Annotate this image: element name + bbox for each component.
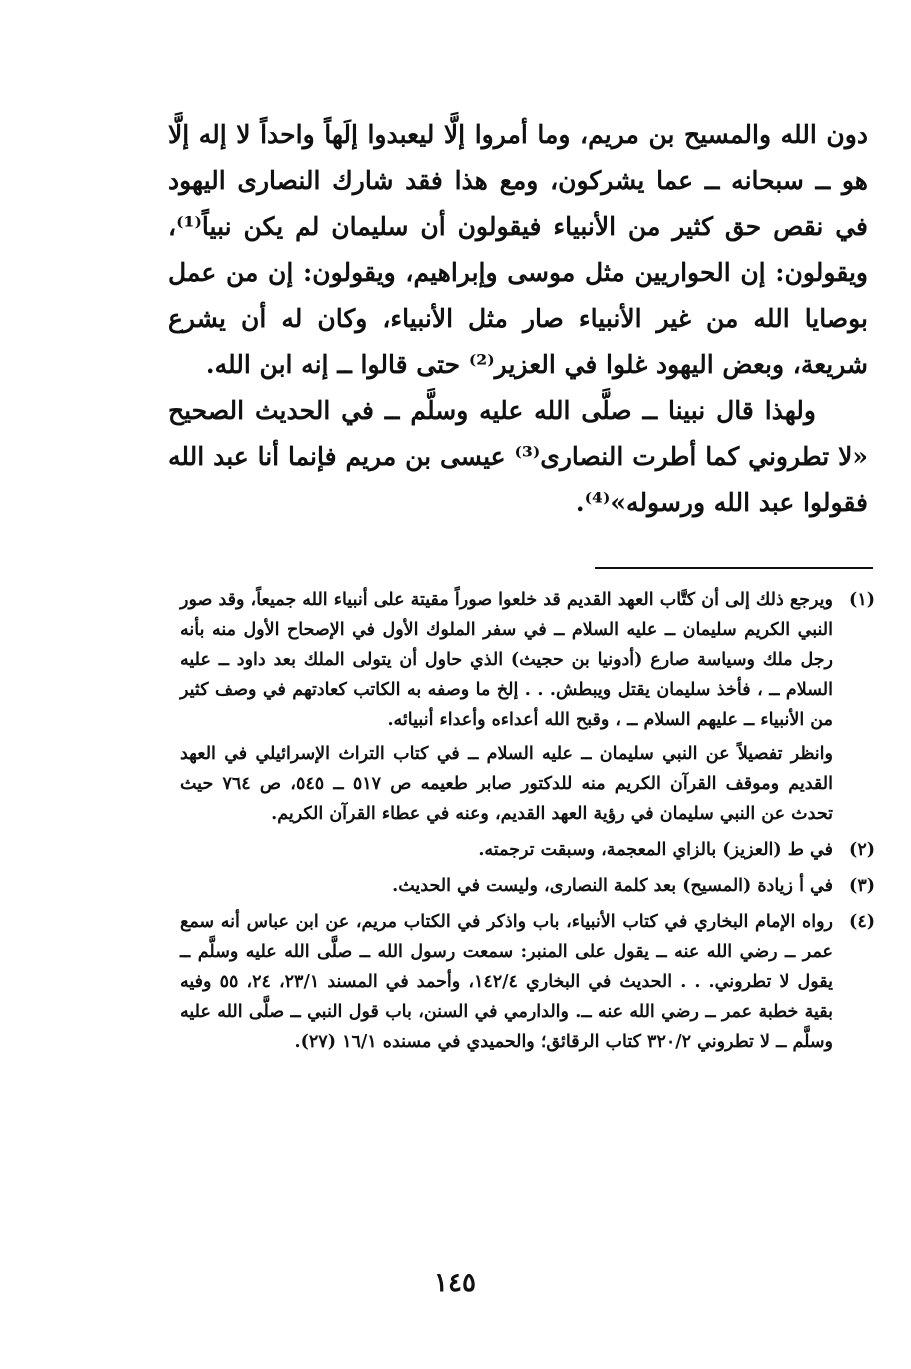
- footnote-1: [180, 585, 875, 829]
- footnote-paragraph: في ط (العزيز) بالزاي المعجمة، وسبقت ترجمته.: [478, 840, 833, 860]
- footnote-3: [180, 871, 875, 901]
- footnotes: [180, 585, 875, 1063]
- footnote-number: (٢): [849, 840, 875, 860]
- main-paragraph-2: ولهذا قال نبينا ــ صلَّى الله عليه وسلَّم ــ في الحديث الصحيح «لا تطروني كما أطرت النصارى⁽³⁾ عيسى بن مريم فإنما أنا عبد الله فقولوا عبد الله ورسوله»⁽⁴⁾.: [168, 396, 868, 517]
- footnote-2: [180, 835, 875, 865]
- footnote-separator: [595, 567, 873, 569]
- footnote-number: (٤): [849, 912, 875, 932]
- footnote-paragraph: رواه الإمام البخاري في كتاب الأنبياء، باب واذكر في الكتاب مريم، عن ابن عباس أنه سمع عمر ــ رضي الله عنه ــ يقول على المنبر: سمعت رسول الله ــ صلَّى الله عليه وسلَّم ــ يقول لا تطروني. . . الحديث في البخاري ١٤٢/٤، وأحمد في المسند ٢٣/١، ٢٤، ٥٥ وفيه بقية خطبة عمر ــ رضي الله عنه ــ. والدارمي في السنن، باب قول النبي ــ صلَّى الله عليه وسلَّم ــ لا تطروني ٣٢٠/٢ كتاب الرقائق؛ والحميدي في مسنده ١٦/١ (٢٧).: [180, 912, 834, 1052]
- footnote-body: [180, 835, 833, 865]
- main-paragraph-1: دون الله والمسيح بن مريم، وما أمروا إلَّا ليعبدوا إلَهاً واحداً لا إله إلَّا هو ــ سبحانه ــ عما يشركون، ومع هذا فقد شارك النصارى اليهود في نقص حق كثير من الأنبياء فيقولون أن سليمان لم يكن نبياً⁽¹⁾، ويقولون: إن الحواريين مثل موسى وإبراهيم، ويقولون: إن من عمل بوصايا الله من غير الأنبياء صار مثل الأنبياء، وكان له أن يشرع شريعة، وبعض اليهود غلوا في العزير⁽²⁾ حتى قالوا ــ إنه ابن الله.: [168, 120, 868, 379]
- footnote-number: (١): [849, 590, 875, 610]
- footnote-body: [180, 907, 833, 1057]
- footnote-body: [180, 871, 833, 901]
- page-number: ١٤٥: [434, 1268, 476, 1298]
- footnote-paragraph: في أ زيادة (المسيح) بعد كلمة النصارى، وليست في الحديث.: [392, 876, 833, 896]
- footnote-paragraph: ويرجع ذلك إلى أن كتَّاب العهد القديم قد خلعوا صوراً مقيتة على أنبياء الله جميعاً، وقد صور النبي الكريم سليمان ــ عليه السلام ــ في سفر الملوك الأول في الإصحاح الأول منه بأنه رجل ملك وسياسة صارع (أدونيا بن حجيث) الذي حاول أن يتولى الملك بعد داود ــ عليه السلام ــ ، فأخذ سليمان يقتل ويبطش. . . إلخ ما وصفه به الكاتب كعادتهم في وصف كثير من الأنبياء ــ عليهم السلام ــ ، وقبح الله أعداءه وأعداء أنبيائه.: [180, 590, 833, 730]
- footnote-paragraph: وانظر تفصيلاً عن النبي سليمان ــ عليه السلام ــ في كتاب التراث الإسرائيلي في العهد القديم وموقف القرآن الكريم منه للدكتور صابر طعيمه ص ٥١٧ ــ ٥٤٥، ص ٧٦٤ حيث تحدث عن النبي سليمان في رؤية العهد القديم، وعنه في عطاء القرآن الكريم.: [180, 744, 833, 824]
- footnote-4: [180, 907, 875, 1057]
- footnote-body: [180, 585, 833, 829]
- footnote-number: (٣): [849, 876, 875, 896]
- main-text: [168, 112, 868, 526]
